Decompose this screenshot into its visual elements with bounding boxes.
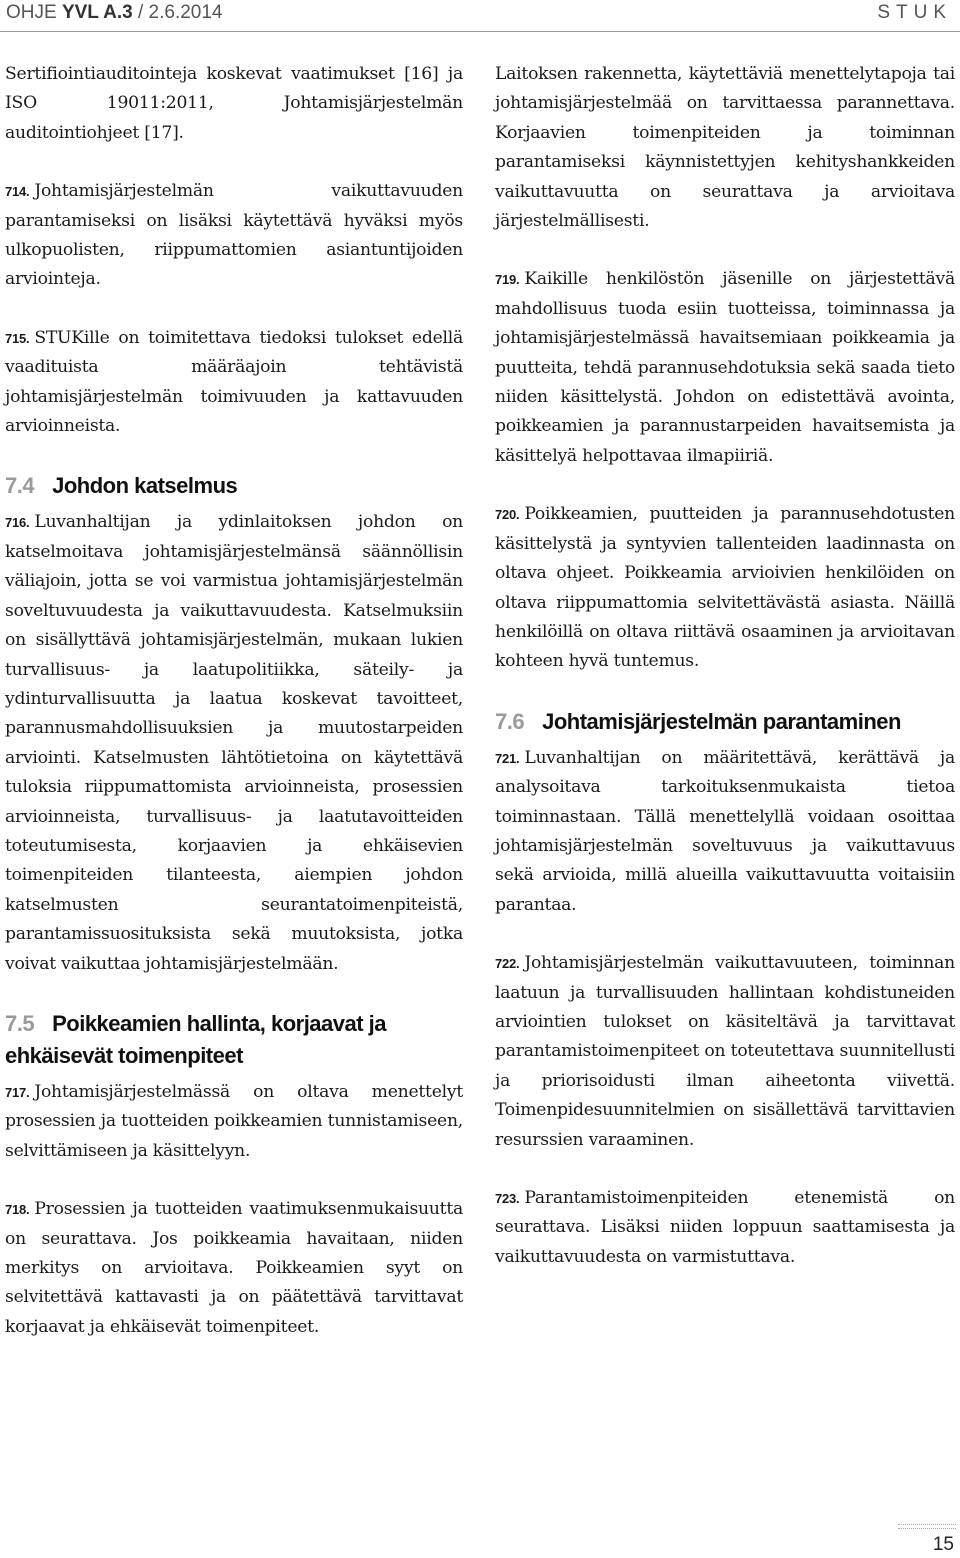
- paragraph-number: 721.: [495, 750, 520, 766]
- section-title: Poikkeamien hallinta, korjaavat ja ehkäisevät toimenpiteet: [5, 1010, 387, 1068]
- paragraph-text: Johtamisjärjestelmän vaikuttavuuden parantamiseksi on lisäksi käytettävä hyväksi myös ulkopuolisten, riippumattomien asiantuntijoiden arviointeja.: [5, 181, 463, 290]
- doc-code: YVL A.3: [61, 2, 133, 23]
- doc-date: / 2.6.2014: [132, 2, 223, 23]
- right-column: [495, 60, 955, 1272]
- paragraph-text: Johtamisjärjestelmässä on oltava menettelyt prosessien ja tuotteiden poikkeamien tunnistamiseen, selvittämiseen ja käsittelyyn.: [5, 1081, 463, 1161]
- paragraph-intro: Sertifiointiauditointeja koskevat vaatimukset [16] ja ISO 19011:2011, Johtamisjärjestelmän auditointiohjeet [17].: [5, 64, 463, 143]
- section-title: Johtamisjärjestelmän parantaminen: [542, 708, 901, 734]
- footer-rule: [898, 1524, 956, 1529]
- paragraph-715: [5, 324, 463, 442]
- paragraph-number: 715.: [5, 330, 30, 346]
- section-title: Johdon katselmus: [52, 473, 238, 499]
- header-divider: [0, 31, 960, 32]
- section-heading-7-6: [495, 706, 955, 738]
- paragraph-number: 723.: [495, 1191, 520, 1206]
- publisher-logo-text: STUK: [877, 2, 952, 23]
- paragraph-719: [495, 265, 955, 471]
- section-heading-7-4: [5, 470, 463, 502]
- paragraph-number: 718.: [5, 1202, 30, 1218]
- left-column: [5, 60, 463, 1342]
- paragraph-text: Parantamistoimenpiteiden etenemistä on seurattava. Lisäksi niiden loppuun saattamisesta ja vaikuttavuudesta on varmistuttava.: [495, 1188, 955, 1267]
- paragraph-number: 717.: [5, 1084, 30, 1100]
- paragraph-717: [5, 1078, 463, 1166]
- paragraph-text: STUKille on toimitettava tiedoksi tulokset edellä vaadituista määräajoin tehtävistä johtamisjärjestelmän toimivuuden ja kattavuuden arvioinneista.: [5, 327, 463, 437]
- paragraph-number: 722.: [495, 956, 520, 972]
- paragraph-text: Kaikille henkilöstön jäsenille on järjestettävä mahdollisuus tuoda esiin tuotteissa, toiminnassa ja johtamisjärjestelmässä havaitsemiaan poikkeamia ja puutteita, tehdä parannusehdotuksia sekä saada tieto niiden käsittelystä. Johdon on edistettävä avointa, poikkeamien ja parannustarpeiden havaitsemista ja käsittelyä helpottavaa ilmapiiriä.: [495, 269, 955, 466]
- page-number: 15: [932, 1534, 954, 1555]
- paragraph-718: [5, 1195, 463, 1342]
- paragraph-716: [5, 508, 463, 979]
- paragraph-714: [5, 177, 463, 295]
- paragraph-number: 720.: [495, 507, 520, 523]
- paragraph-text: Luvanhaltijan on määritettävä, kerättävä ja analysoitava tarkoituksenmukaista tietoa toiminnastaan. Tällä menettelyllä voidaan osoittaa johtamisjärjestelmän soveltuvuus ja vaikuttavuus sekä arvioida, millä alueilla vaikuttavuutta voitaisiin parantaa.: [495, 747, 955, 915]
- section-number: 7.6: [495, 708, 525, 734]
- paragraph-text: Luvanhaltijan ja ydinlaitoksen johdon on katselmoitava johtamisjärjestelmänsä säännöllisin väliajoin, jotta se voi varmistua johtamisjärjestelmän soveltuvuudesta ja vaikuttavuudesta. Katselmuksiin on sisällyttävä johtamisjärjestelmän, mukaan lukien turvallisuus- ja laatupolitiikka, säteily- ja ydinturvallisuutta ja laatua koskevat tavoitteet, parannusmahdollisuuksien ja muutostarpeiden arviointi. Katselmusten lähtötietoina on käytettävä tuloksia riippumattomista arvioinneista, prosessien arvioinneista, turvallisuus- ja laatutavoitteiden toteutumisesta, korjaavien ja ehkäisevien toimenpiteiden tilanteesta, aiempien johdon katselmusten seurantatoimenpiteistä, parantamissuosituksista sekä muutoksista, jotka voivat vaikuttaa johtamisjärjestelmään.: [5, 512, 463, 974]
- paragraph-723: [495, 1184, 955, 1272]
- paragraph-722: [495, 949, 955, 1155]
- paragraph-text: Johtamisjärjestelmän vaikuttavuuteen, toiminnan laatuun ja turvallisuuden hallintaan kohdistuneiden arviointien tulokset on käsiteltävä ja tarvittavat parantamistoimenpiteet on toteutettava suunnitellusti ja priorisoidusti ilman aiheetonta viivettä. Toimenpidesuunnitelmien on sisällettävä tarvittavien resurssien varaaminen.: [495, 953, 955, 1150]
- paragraph-continued: Laitoksen rakennetta, käytettäviä menettelytapoja tai johtamisjärjestelmää on tarvittaessa parannettava. Korjaavien toimenpiteiden ja toiminnan parantamiseksi käynnistettyjen kehityshankkeiden vaikuttavuutta on seurattava ja arvioitava järjestelmällisesti.: [495, 64, 955, 232]
- paragraph-text: Poikkeamien, puutteiden ja parannusehdotusten käsittelystä ja syntyvien tallenteiden laadinnasta on oltava ohjeet. Poikkeamia arvioivien henkilöiden on oltava riippumattomia selvitettävästä asiasta. Näillä henkilöillä on oltava riittävä osaaminen ja arvioitavan kohteen hyvä tuntemus.: [495, 504, 955, 672]
- page-header: [0, 0, 960, 32]
- section-heading-7-5: [5, 1008, 463, 1072]
- paragraph-720: [495, 500, 955, 676]
- paragraph-721: [495, 744, 955, 920]
- section-number: 7.4: [5, 473, 35, 499]
- doc-type: OHJE: [6, 2, 62, 23]
- paragraph-number: 714.: [5, 184, 30, 200]
- document-id: [6, 2, 223, 24]
- paragraph-number: 716.: [5, 515, 30, 531]
- paragraph-text: Prosessien ja tuotteiden vaatimuksenmukaisuutta on seurattava. Jos poikkeamia havaitaan, niiden merkitys on arvioitava. Poikkeamien syyt on selvitettävä kattavasti ja on päätettävä tarvittavat korjaavat ja ehkäisevät toimenpiteet.: [5, 1199, 463, 1337]
- paragraph-number: 719.: [495, 272, 520, 288]
- section-number: 7.5: [5, 1010, 35, 1036]
